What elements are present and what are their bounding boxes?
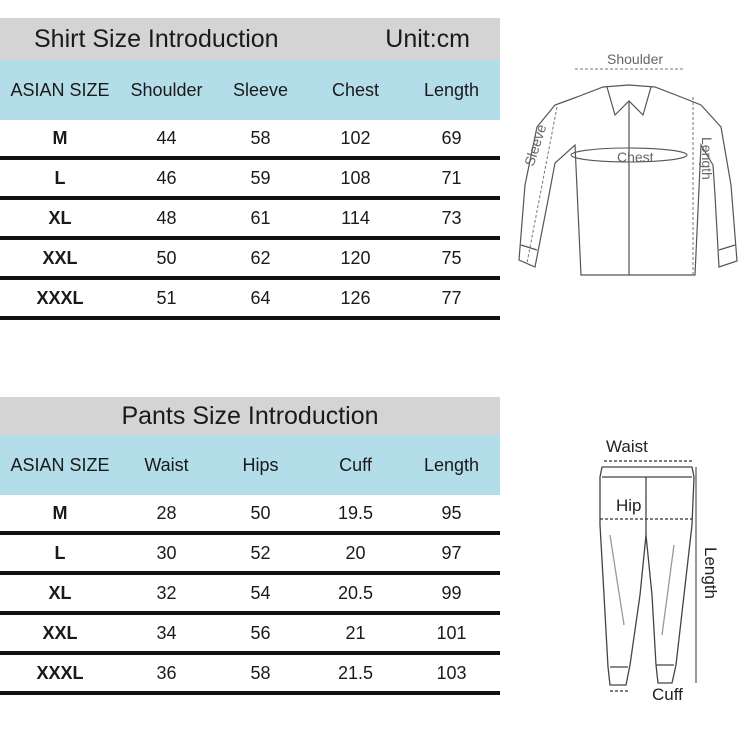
value-cell: 97 <box>441 542 462 563</box>
size-cell: XXXL <box>36 662 84 683</box>
value-cell: 126 <box>340 287 371 308</box>
value-cell: 59 <box>250 167 271 188</box>
value-cell: 95 <box>441 502 462 523</box>
shirt-rows <box>0 120 500 320</box>
value-cell: 50 <box>250 502 271 523</box>
shirt-size-table <box>0 18 500 320</box>
value-cell: 108 <box>340 167 371 188</box>
chest-label: Chest <box>617 149 654 165</box>
column-header: ASIAN SIZE <box>10 79 110 100</box>
table-row <box>0 655 500 695</box>
value-cell: 120 <box>340 247 371 268</box>
table-row <box>0 615 500 655</box>
value-cell: 99 <box>441 582 462 603</box>
table-row <box>0 240 500 280</box>
pants-table-title: Pants Size Introduction <box>121 402 379 430</box>
value-cell: 19.5 <box>337 502 374 523</box>
column-header: Cuff <box>339 454 372 475</box>
value-cell: 21 <box>345 622 366 643</box>
sleeve-label: Sleeve <box>521 122 550 168</box>
table-row <box>0 120 500 160</box>
size-cell: L <box>54 167 66 188</box>
table-row <box>0 495 500 535</box>
value-cell: 30 <box>156 542 177 563</box>
value-cell: 75 <box>441 247 462 268</box>
size-cell: M <box>52 502 68 523</box>
value-cell: 77 <box>441 287 462 308</box>
size-cell: XL <box>48 207 72 228</box>
value-cell: 52 <box>250 542 271 563</box>
value-cell: 34 <box>156 622 177 643</box>
value-cell: 71 <box>441 167 462 188</box>
table-row <box>0 200 500 240</box>
column-header: ASIAN SIZE <box>10 454 110 475</box>
value-cell: 46 <box>156 167 177 188</box>
value-cell: 21.5 <box>337 662 374 683</box>
column-header: Waist <box>144 454 189 475</box>
pants-size-table <box>0 397 500 695</box>
value-cell: 20 <box>345 542 366 563</box>
table-row <box>0 280 500 320</box>
shirt-table-title: Shirt Size Introduction <box>34 25 279 53</box>
value-cell: 58 <box>250 662 271 683</box>
value-cell: 48 <box>156 207 177 228</box>
value-cell: 114 <box>341 207 370 228</box>
column-header: Sleeve <box>232 79 289 100</box>
column-header: Shoulder <box>130 79 203 100</box>
size-cell: M <box>52 127 68 148</box>
shirt-diagram <box>515 45 745 290</box>
value-cell: 58 <box>250 127 271 148</box>
table-row <box>0 535 500 575</box>
value-cell: 101 <box>436 622 467 643</box>
pants-rows <box>0 495 500 695</box>
value-cell: 32 <box>156 582 177 603</box>
hip-label: Hip <box>616 496 642 515</box>
value-cell: 54 <box>250 582 271 603</box>
value-cell: 56 <box>250 622 271 643</box>
value-cell: 69 <box>441 127 462 148</box>
value-cell: 20.5 <box>337 582 374 603</box>
size-cell: L <box>54 542 66 563</box>
waist-label: Waist <box>606 437 648 456</box>
cuff-label: Cuff <box>652 685 683 704</box>
value-cell: 64 <box>250 287 271 308</box>
length-label: Length <box>699 137 715 180</box>
shoulder-label: Shoulder <box>607 51 664 67</box>
value-cell: 73 <box>441 207 462 228</box>
value-cell: 102 <box>340 127 371 148</box>
shirt-header-row <box>0 60 500 120</box>
size-cell: XXL <box>42 247 78 268</box>
size-cell: XXL <box>42 622 78 643</box>
column-header: Hips <box>242 454 279 475</box>
value-cell: 28 <box>156 502 177 523</box>
shirt-title-bar <box>0 18 500 60</box>
value-cell: 51 <box>156 287 177 308</box>
value-cell: 50 <box>156 247 177 268</box>
value-cell: 103 <box>436 662 467 683</box>
pants-header-row <box>0 435 500 495</box>
length-label: Length <box>701 547 720 599</box>
value-cell: 62 <box>250 247 271 268</box>
table-row <box>0 160 500 200</box>
unit-label: Unit:cm <box>385 25 470 53</box>
column-header: Length <box>423 79 480 100</box>
pants-title-bar <box>0 397 500 435</box>
pants-diagram <box>580 435 730 710</box>
column-header: Chest <box>331 79 380 100</box>
value-cell: 61 <box>250 207 271 228</box>
size-cell: XL <box>48 582 72 603</box>
table-row <box>0 575 500 615</box>
size-cell: XXXL <box>36 287 84 308</box>
value-cell: 36 <box>156 662 177 683</box>
value-cell: 44 <box>156 127 177 148</box>
column-header: Length <box>423 454 480 475</box>
